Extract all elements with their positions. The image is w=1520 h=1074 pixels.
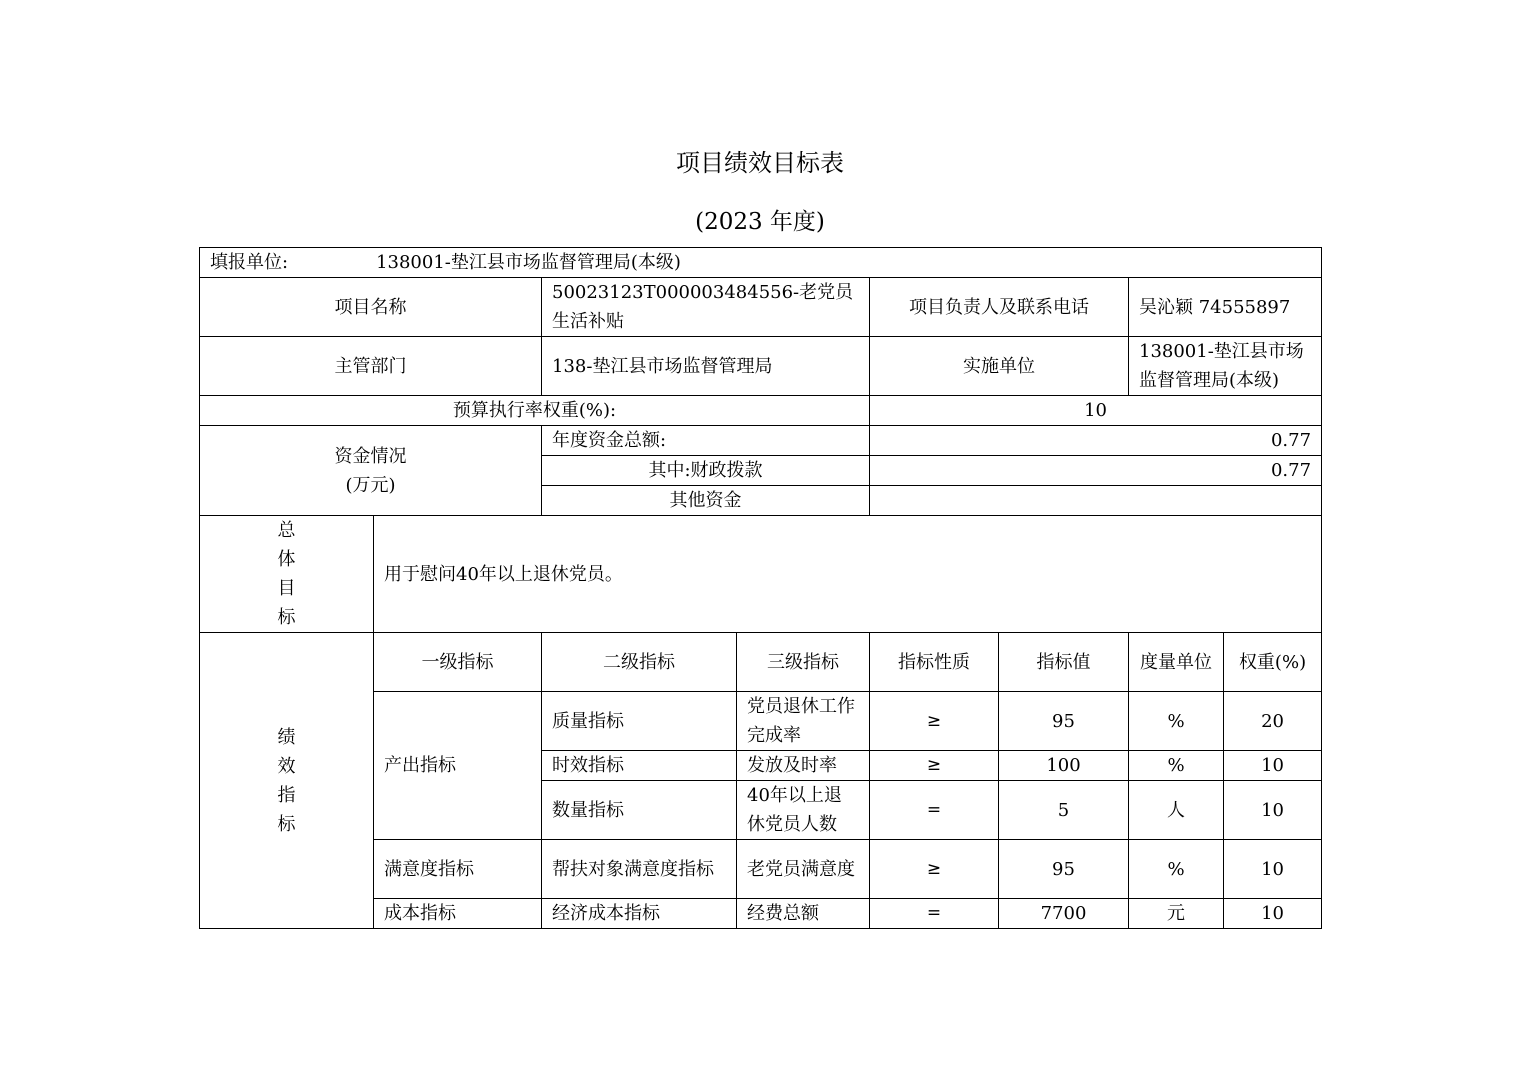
indicator-level2: 数量指标	[542, 781, 737, 840]
goal-label-char: 体	[277, 549, 296, 570]
funds-label	[200, 426, 542, 516]
header-weight: 权重(%)	[1224, 633, 1322, 692]
department-row	[200, 337, 1322, 396]
indicator-unit: %	[1129, 751, 1224, 781]
header-unit: 度量单位	[1129, 633, 1224, 692]
group-output: 产出指标	[374, 692, 542, 840]
indicator-level3: 老党员满意度	[737, 840, 870, 899]
indicator-weight: 10	[1224, 840, 1322, 899]
indicators-label	[200, 633, 374, 929]
reporting-unit-row	[200, 248, 1322, 278]
indicator-level3: 党员退休工作完成率	[737, 692, 870, 751]
header-nature: 指标性质	[870, 633, 999, 692]
goal-label-char: 标	[277, 607, 296, 628]
reporting-unit-cell	[200, 248, 1322, 278]
header-level2: 二级指标	[542, 633, 737, 692]
page-title: 项目绩效目标表	[676, 149, 844, 177]
indicator-weight: 20	[1224, 692, 1322, 751]
overall-goal-row	[200, 516, 1322, 633]
indicators-label-char: 效	[277, 755, 296, 777]
contact-value: 吴沁颖 74555897	[1129, 278, 1322, 337]
indicator-weight: 10	[1224, 899, 1322, 929]
indicators-label-char: 绩	[277, 726, 296, 748]
budget-weight-label: 预算执行率权重(%):	[200, 396, 870, 426]
funds-fiscal-label: 其中:财政拨款	[542, 456, 870, 486]
funds-label-line2: (万元)	[345, 474, 396, 496]
indicator-header-row	[200, 633, 1322, 692]
indicator-unit: 元	[1129, 899, 1224, 929]
indicator-weight: 10	[1224, 751, 1322, 781]
header-level1: 一级指标	[374, 633, 542, 692]
indicators-label-char: 指	[277, 784, 296, 806]
indicators-label-char: 标	[277, 813, 296, 835]
group-cost: 成本指标	[374, 899, 542, 929]
performance-target-table	[199, 247, 1322, 929]
project-name-row	[200, 278, 1322, 337]
indicator-unit: %	[1129, 840, 1224, 899]
indicator-nature: ≥	[870, 840, 999, 899]
indicator-nature: =	[870, 899, 999, 929]
group-satisfaction: 满意度指标	[374, 840, 542, 899]
funds-other-value	[870, 486, 1322, 516]
department-label: 主管部门	[200, 337, 542, 396]
goal-label-char: 总	[277, 520, 296, 541]
indicator-level2: 帮扶对象满意度指标	[542, 840, 737, 899]
indicator-nature: ≥	[870, 751, 999, 781]
funds-other-label: 其他资金	[542, 486, 870, 516]
budget-weight-value: 10	[870, 396, 1322, 426]
overall-goal-label	[200, 516, 374, 633]
funds-total-value: 0.77	[870, 426, 1322, 456]
indicator-level3: 发放及时率	[737, 751, 870, 781]
header-level3: 三级指标	[737, 633, 870, 692]
indicator-nature: ≥	[870, 692, 999, 751]
implementing-unit-label: 实施单位	[870, 337, 1129, 396]
implementing-unit-value: 138001-垫江县市场监督管理局(本级)	[1129, 337, 1322, 396]
indicator-nature: =	[870, 781, 999, 840]
indicator-value: 100	[999, 751, 1129, 781]
indicator-value: 7700	[999, 899, 1129, 929]
budget-weight-row	[200, 396, 1322, 426]
indicator-weight: 10	[1224, 781, 1322, 840]
indicator-unit: 人	[1129, 781, 1224, 840]
department-value: 138-垫江县市场监督管理局	[542, 337, 870, 396]
goal-label-char: 目	[277, 578, 296, 599]
indicator-unit: %	[1129, 692, 1224, 751]
reporting-unit-label: 填报单位:	[210, 252, 289, 273]
indicator-value: 95	[999, 692, 1129, 751]
project-name-label: 项目名称	[200, 278, 542, 337]
indicator-level2: 质量指标	[542, 692, 737, 751]
project-name-value: 50023123T000003484556-老党员生活补贴	[542, 278, 870, 337]
reporting-unit-value: 138001-垫江县市场监督管理局(本级)	[376, 252, 681, 273]
indicator-level3: 40年以上退休党员人数	[737, 781, 870, 840]
overall-goal-text: 用于慰问40年以上退休党员。	[374, 516, 1322, 633]
indicator-value: 95	[999, 840, 1129, 899]
funds-total-row	[200, 426, 1322, 456]
indicator-level2: 时效指标	[542, 751, 737, 781]
contact-label: 项目负责人及联系电话	[870, 278, 1129, 337]
indicator-level3: 经费总额	[737, 899, 870, 929]
indicator-value: 5	[999, 781, 1129, 840]
header-value: 指标值	[999, 633, 1129, 692]
funds-fiscal-value: 0.77	[870, 456, 1322, 486]
page-subtitle: (2023 年度)	[695, 209, 825, 235]
indicator-level2: 经济成本指标	[542, 899, 737, 929]
funds-label-line1: 资金情况	[334, 445, 407, 467]
funds-total-label: 年度资金总额:	[542, 426, 870, 456]
